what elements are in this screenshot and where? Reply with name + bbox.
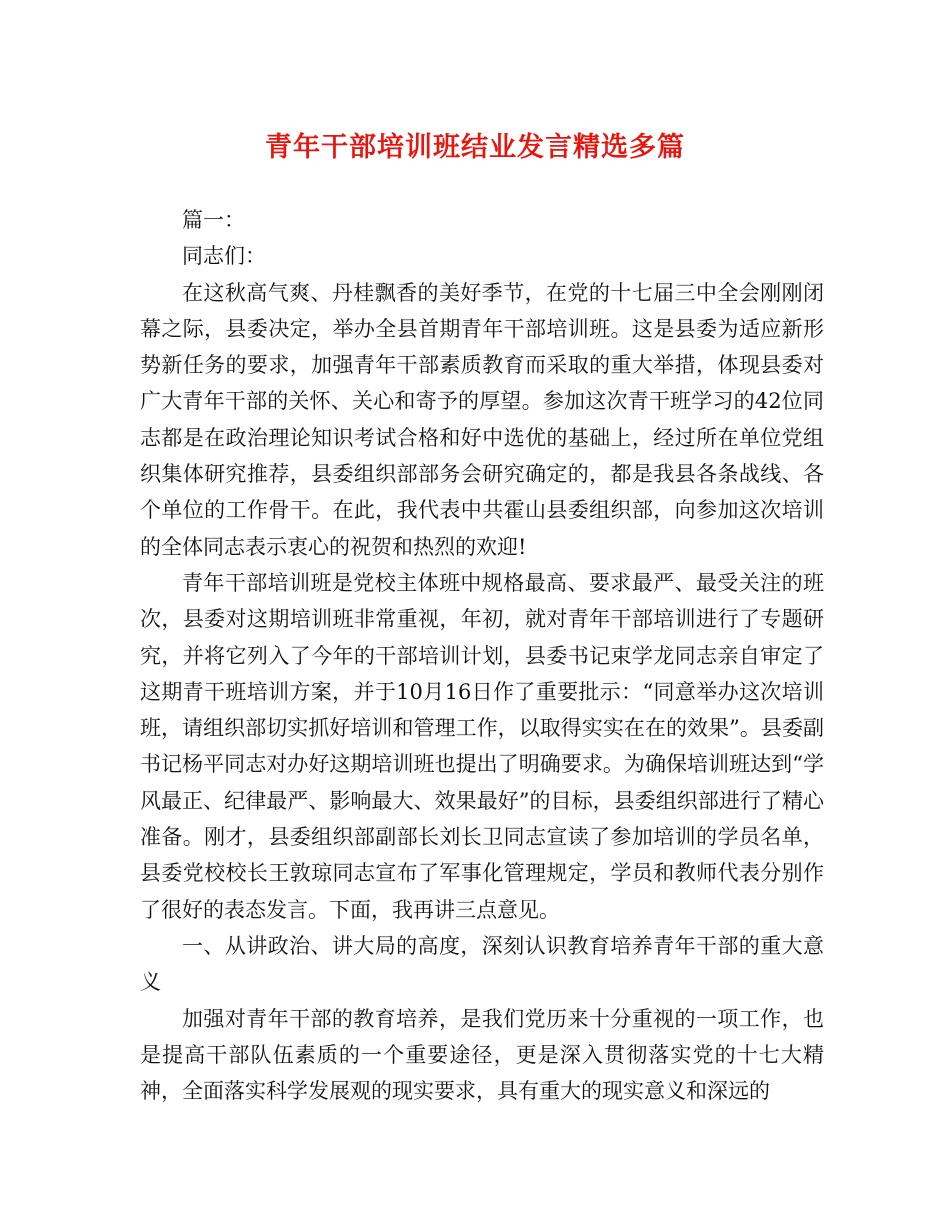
paragraph: 在这秋高气爽、丹桂飘香的美好季节，在党的十七届三中全会刚刚闭幕之际，县委决定，举办全县首期青年干部培训班。这是县委为适应新形势新任务的要求，加强青年干部素质教育而采取的重大举措，体现县委对广大青年干部的关怀、关心和寄予的厚望。参加这次青干班学习的42位同志都是在政治理论知识考试合格和好中选优的基础上，经过所在单位党组织集体研究推荐，县委组织部部务会研究确定的，都是我县各条战线、各个单位的工作骨干。在此，我代表中共霍山县委组织部，向参加这次培训的全体同志表示衷心的祝贺和热烈的欢迎! (140, 280, 824, 559)
paragraph: 加强对青年干部的教育培养，是我们党历来十分重视的一项工作，也是提高干部队伍素质的一个重要途径，更是深入贯彻落实党的十七大精神，全面落实科学发展观的现实要求，具有重大的现实意义和深远的 (140, 1006, 824, 1104)
paragraph: 篇一： (182, 208, 245, 232)
document-body (140, 202, 824, 1109)
paragraph: 同志们： (182, 244, 266, 269)
paragraph: 青年干部培训班是党校主体班中规格最高、要求最严、最受关注的班次，县委对这期培训班非常重视，年初，就对青年干部培训进行了专题研究，并将它列入了今年的干部培训计划，县委书记束学龙同志亲自审定了这期青干班培训方案，并于10月16日作了重要批示：“同意举办这次培训班，请组织部切实抓好培训和管理工作，以取得实实在在的效果”。县委副书记杨平同志对办好这期培训班也提出了明确要求。为确保培训班达到“学风最正、纪律最严、影响最大、效果最好”的目标，县委组织部进行了精心准备。刚才，县委组织部副部长刘长卫同志宣读了参加培训的学员名单，县委党校校长王敦琼同志宣布了军事化管理规定，学员和教师代表分别作了很好的表态发言。下面，我再讲三点意见。 (140, 570, 824, 922)
section-heading: 一、从讲政治、讲大局的高度，深刻认识教育培养青年干部的重大意义 (140, 933, 824, 995)
document-title: 青年干部培训班结业发言精选多篇 (265, 132, 685, 163)
